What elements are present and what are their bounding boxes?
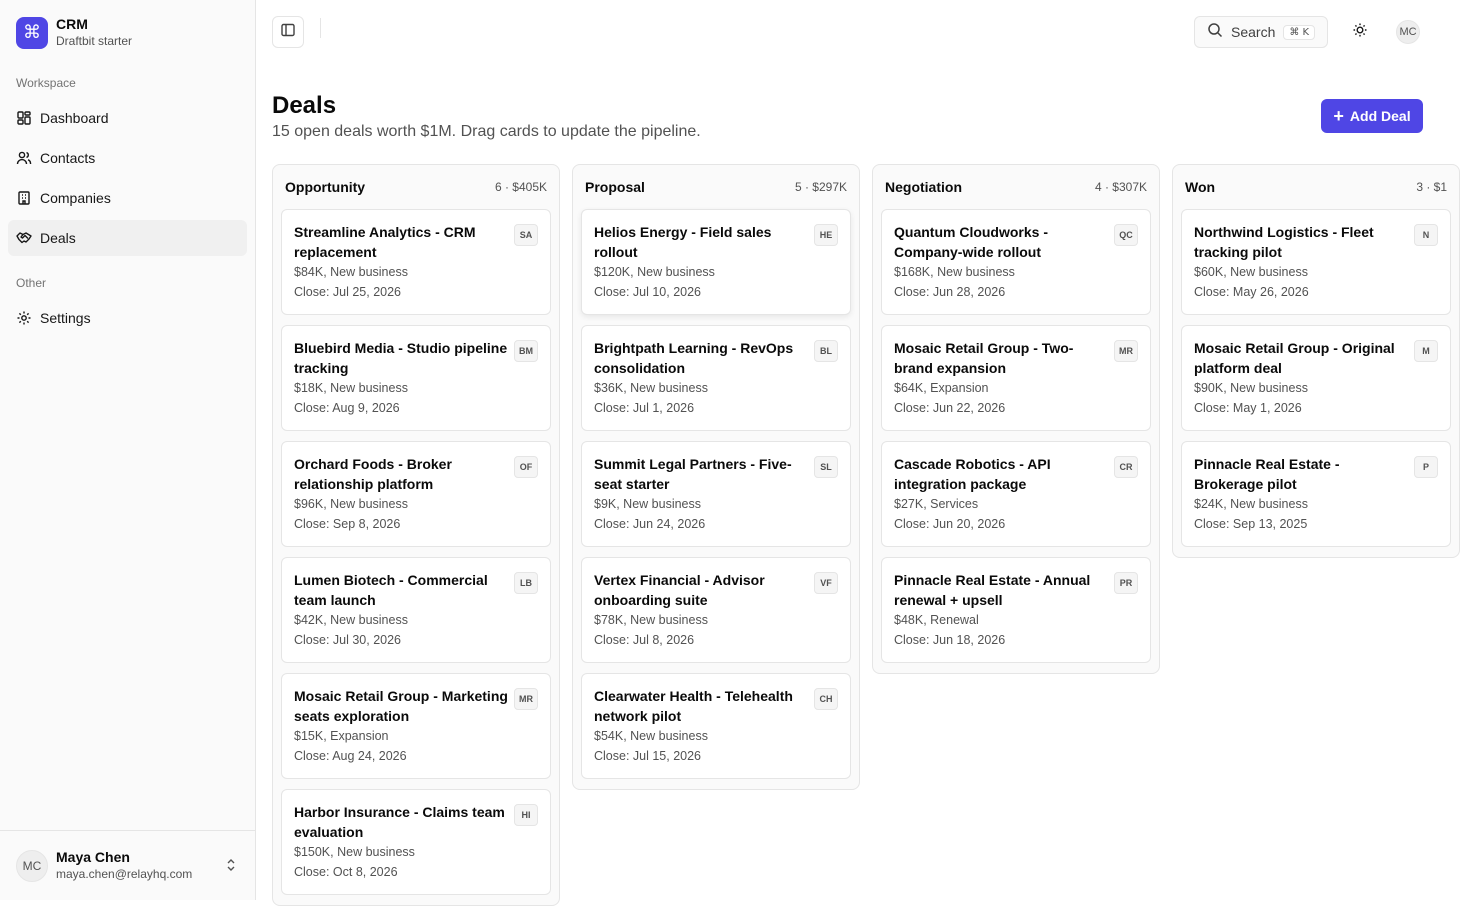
deal-title: Bluebird Media - Studio pipeline tracking <box>294 340 508 376</box>
deal-value: $150K, New business <box>294 845 415 859</box>
company-initials-badge: BL <box>814 340 838 362</box>
avatar[interactable]: MC <box>1396 20 1420 44</box>
deal-card[interactable] <box>1181 209 1451 315</box>
deal-value: $18K, New business <box>294 381 408 395</box>
deal-card[interactable] <box>881 325 1151 431</box>
deal-close-date: Close: Jul 1, 2026 <box>594 401 695 415</box>
gear-icon <box>16 310 32 326</box>
deal-card[interactable] <box>581 673 851 779</box>
company-initials-badge: SL <box>814 456 838 478</box>
deal-value: $42K, New business <box>294 613 408 627</box>
sidebar-toggle-button[interactable] <box>272 16 304 48</box>
handshake-icon <box>16 230 32 246</box>
pipeline-column <box>1172 164 1460 558</box>
sidebar-item-deals[interactable] <box>8 220 247 256</box>
column-header <box>873 165 1159 209</box>
deal-value: $9K, New business <box>594 497 702 511</box>
search-icon <box>1207 22 1223 43</box>
user-email: maya.chen@relayhq.com <box>56 867 193 881</box>
deal-value: $48K, Renewal <box>894 613 979 627</box>
deal-title: Orchard Foods - Broker relationship platform <box>294 456 452 492</box>
pipeline-column <box>272 164 560 906</box>
building-icon <box>16 190 32 206</box>
user-menu[interactable] <box>0 830 255 900</box>
company-initials-badge: OF <box>514 456 538 478</box>
deal-close-date: Close: Aug 9, 2026 <box>294 401 400 415</box>
column-header <box>1173 165 1459 209</box>
sidebar <box>0 0 256 900</box>
pipeline-column <box>872 164 1160 674</box>
company-initials-badge: P <box>1414 456 1438 478</box>
deal-title: Lumen Biotech - Commercial team launch <box>294 572 488 608</box>
pipeline-board <box>272 164 1447 900</box>
deal-card[interactable] <box>581 441 851 547</box>
section-label-workspace: Workspace <box>16 76 76 90</box>
deal-close-date: Close: Sep 13, 2025 <box>1194 517 1308 531</box>
section-label-other: Other <box>16 276 47 290</box>
deal-value: $90K, New business <box>1194 381 1308 395</box>
company-initials-badge: MR <box>1114 340 1138 362</box>
deal-close-date: Close: Jun 28, 2026 <box>894 285 1006 299</box>
sidebar-item-label: Contacts <box>40 150 96 166</box>
avatar: MC <box>16 850 48 882</box>
deal-title: Cascade Robotics - API integration package <box>894 456 1051 492</box>
user-name: Maya Chen <box>56 849 130 865</box>
deal-title: Helios Energy - Field sales rollout <box>594 224 772 260</box>
users-icon <box>16 150 32 166</box>
plus-icon: + <box>1333 106 1344 126</box>
command-icon: ⌘ <box>16 17 48 49</box>
deal-card[interactable] <box>581 209 851 315</box>
deal-title: Mosaic Retail Group - Two-brand expansion <box>894 340 1074 376</box>
deal-value: $36K, New business <box>594 381 708 395</box>
company-initials-badge: MR <box>514 688 538 710</box>
company-initials-badge: CH <box>814 688 838 710</box>
deal-close-date: Close: Jul 25, 2026 <box>294 285 402 299</box>
deal-card[interactable] <box>281 673 551 779</box>
company-initials-badge: PR <box>1114 572 1138 594</box>
column-header <box>273 165 559 209</box>
company-initials-badge: HE <box>814 224 838 246</box>
sidebar-item-label: Companies <box>40 190 111 206</box>
deal-card[interactable] <box>1181 441 1451 547</box>
sidebar-item-label: Deals <box>40 230 76 246</box>
deal-card[interactable] <box>281 209 551 315</box>
deal-card[interactable] <box>881 557 1151 663</box>
deal-card[interactable] <box>281 325 551 431</box>
sidebar-item-label: Dashboard <box>40 110 109 126</box>
deal-card[interactable] <box>581 325 851 431</box>
company-initials-badge: BM <box>514 340 538 362</box>
deal-card[interactable] <box>281 557 551 663</box>
page-title: Deals <box>272 92 337 119</box>
deal-close-date: Close: Jul 10, 2026 <box>594 285 702 299</box>
deal-card[interactable] <box>881 441 1151 547</box>
deal-value: $120K, New business <box>594 265 715 279</box>
main-content <box>256 0 1447 900</box>
deal-close-date: Close: Oct 8, 2026 <box>294 865 398 879</box>
deal-close-date: Close: Jun 22, 2026 <box>894 401 1006 415</box>
deal-title: Northwind Logistics - Fleet tracking pilot <box>1194 224 1374 260</box>
add-deal-button[interactable] <box>1321 99 1423 133</box>
company-initials-badge: N <box>1414 224 1438 246</box>
deal-close-date: Close: Jun 24, 2026 <box>594 517 706 531</box>
page-subtitle: 15 open deals worth $1M. Drag cards to update the pipeline. <box>272 123 701 140</box>
sidebar-item-label: Settings <box>40 310 91 326</box>
deal-close-date: Close: Jul 15, 2026 <box>594 749 702 763</box>
brand-subtitle: Draftbit starter <box>56 34 133 48</box>
deal-card[interactable] <box>1181 325 1451 431</box>
company-initials-badge: SA <box>514 224 538 246</box>
deal-title: Pinnacle Real Estate - Brokerage pilot <box>1194 456 1340 492</box>
search-shortcut: ⌘ K <box>1283 25 1315 40</box>
column-title: Proposal <box>585 179 645 195</box>
sidebar-item-contacts[interactable] <box>8 140 247 176</box>
deal-close-date: Close: Jun 18, 2026 <box>894 633 1006 647</box>
deal-value: $84K, New business <box>294 265 408 279</box>
sun-icon <box>1352 22 1368 43</box>
deal-value: $54K, New business <box>594 729 708 743</box>
deal-card[interactable] <box>881 209 1151 315</box>
column-title: Won <box>1185 179 1216 195</box>
deal-close-date: Close: Jul 8, 2026 <box>594 633 695 647</box>
company-initials-badge: M <box>1414 340 1438 362</box>
deal-close-date: Close: Jun 20, 2026 <box>894 517 1006 531</box>
deal-value: $168K, New business <box>894 265 1015 279</box>
deal-close-date: Close: Sep 8, 2026 <box>294 517 401 531</box>
deal-value: $96K, New business <box>294 497 408 511</box>
deal-value: $24K, New business <box>1194 497 1308 511</box>
chevron-up-down-icon <box>223 857 239 873</box>
deal-value: $64K, Expansion <box>894 381 989 395</box>
deal-value: $78K, New business <box>594 613 708 627</box>
column-summary: 4 · $307K <box>1094 180 1147 194</box>
deal-title: Summit Legal Partners - Five-seat starter <box>594 456 792 492</box>
deal-card[interactable] <box>581 557 851 663</box>
deal-title: Clearwater Health - Telehealth network pilot <box>594 688 793 724</box>
theme-toggle-button[interactable] <box>1344 16 1376 48</box>
column-title: Opportunity <box>285 179 366 195</box>
deal-card[interactable] <box>281 441 551 547</box>
column-title: Negotiation <box>885 179 962 195</box>
dashboard-icon <box>16 110 32 126</box>
add-deal-label: Add Deal <box>1349 108 1411 124</box>
search-label: Search <box>1231 24 1276 40</box>
deal-value: $15K, Expansion <box>294 729 389 743</box>
column-summary: 5 · $297K <box>794 180 847 194</box>
deal-card[interactable] <box>281 789 551 895</box>
search-button[interactable] <box>1194 16 1328 48</box>
deal-title: Vertex Financial - Advisor onboarding suite <box>594 572 765 608</box>
deal-title: Mosaic Retail Group - Marketing seats exploration <box>294 688 508 724</box>
company-initials-badge: LB <box>514 572 538 594</box>
deal-title: Quantum Cloudworks - Company-wide rollout <box>894 224 1048 260</box>
deal-title: Pinnacle Real Estate - Annual renewal + upsell <box>894 572 1091 608</box>
divider <box>320 18 321 38</box>
deal-title: Harbor Insurance - Claims team evaluation <box>294 804 505 840</box>
deal-title: Mosaic Retail Group - Original platform deal <box>1194 340 1395 376</box>
company-initials-badge: VF <box>814 572 838 594</box>
company-initials-badge: QC <box>1114 224 1138 246</box>
brand-name: CRM <box>56 16 88 32</box>
pipeline-column <box>572 164 860 790</box>
deal-title: Streamline Analytics - CRM replacement <box>294 224 476 260</box>
deal-value: $27K, Services <box>894 497 979 511</box>
deal-value: $60K, New business <box>1194 265 1308 279</box>
company-initials-badge: HI <box>514 804 538 826</box>
company-initials-badge: CR <box>1114 456 1138 478</box>
brand[interactable] <box>16 16 132 49</box>
sidebar-item-dashboard[interactable] <box>8 100 247 136</box>
column-summary: 6 · $405K <box>494 180 547 194</box>
deal-close-date: Close: May 1, 2026 <box>1194 401 1302 415</box>
sidebar-item-companies[interactable] <box>8 180 247 216</box>
deal-title: Brightpath Learning - RevOps consolidation <box>594 340 794 376</box>
deal-close-date: Close: Jul 30, 2026 <box>294 633 402 647</box>
column-summary: 3 · $1 <box>1416 180 1447 194</box>
sidebar-item-settings[interactable] <box>8 300 247 336</box>
topbar <box>272 16 1424 48</box>
sidebar-toggle-icon <box>280 22 296 43</box>
deal-close-date: Close: Aug 24, 2026 <box>294 749 407 763</box>
deal-close-date: Close: May 26, 2026 <box>1194 285 1309 299</box>
column-header <box>573 165 859 209</box>
